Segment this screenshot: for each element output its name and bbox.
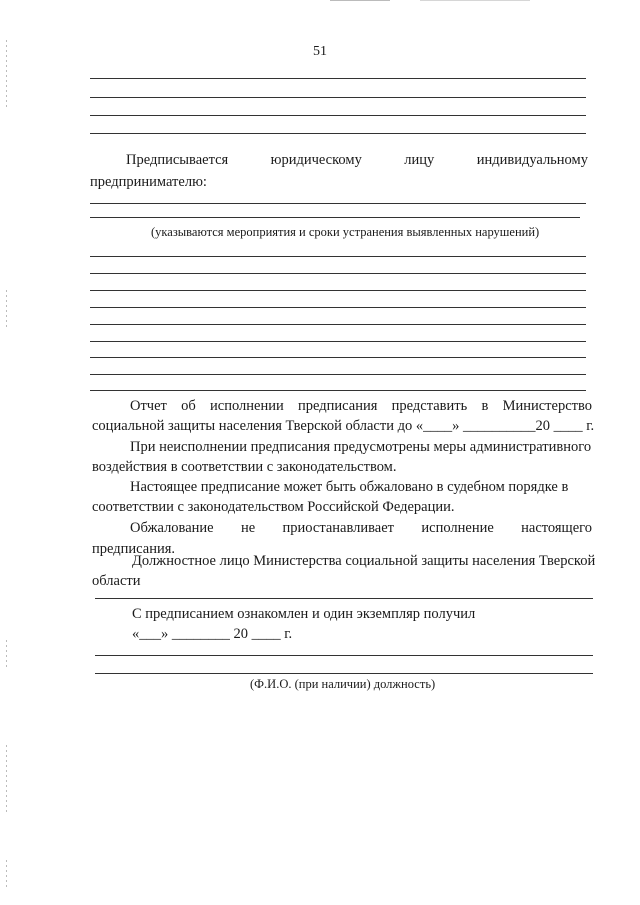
blank-line	[90, 217, 580, 218]
appeal-line-1: Настоящее предписание может быть обжаловано в судебном порядке в	[130, 479, 569, 495]
appeal-note-word: Обжалование	[130, 520, 214, 536]
scan-artifact-top	[330, 0, 390, 1]
scan-artifact-left-5	[6, 860, 7, 890]
appeal-note-line-1	[130, 520, 592, 537]
appeal-note-word: не	[240, 520, 256, 536]
nonfulfillment-line-2: воздействия в соответствии с законодательством.	[92, 459, 397, 475]
acknowledgement-date: «___» ________ 20 ____ г.	[132, 626, 293, 642]
report-line-2: социальной защиты населения Тверской области до «____» __________20 ____ г.	[92, 418, 595, 434]
appeal-line-2: соответствии с законодательством Российской Федерации.	[92, 499, 455, 515]
appeal-note-word: исполнение	[421, 520, 494, 536]
blank-line	[90, 133, 586, 134]
official-line-1: Должностное лицо Министерства социальной защиты населения Тверской	[132, 553, 596, 569]
prescription-line-1	[126, 152, 588, 169]
blank-line	[90, 97, 586, 98]
acknowledgement-line-1: С предписанием ознакомлен и один экземпляр получил	[132, 606, 476, 622]
scan-artifact-left-4	[6, 745, 7, 815]
measures-caption: (указываются мероприятия и сроки устранения выявленных нарушений)	[151, 225, 540, 239]
page-number: 51	[313, 44, 327, 59]
measures-line	[90, 341, 586, 342]
report-word: Министерство	[502, 398, 592, 414]
prescription-word: лицу	[404, 152, 435, 168]
blank-line	[90, 203, 586, 204]
scan-artifact-top-2	[420, 0, 530, 1]
scan-artifact-left-2	[6, 290, 7, 330]
appeal-note-word: настоящего	[521, 520, 592, 536]
measures-line	[90, 256, 586, 257]
measures-line	[90, 324, 586, 325]
measures-line	[90, 357, 586, 358]
report-word: представить	[391, 398, 468, 414]
official-line-2: области	[92, 573, 141, 589]
report-word: в	[481, 398, 489, 414]
blank-line	[95, 655, 593, 656]
report-word: исполнении	[210, 398, 284, 414]
blank-line	[90, 78, 586, 79]
scan-artifact-left-3	[6, 640, 7, 670]
blank-line	[95, 673, 593, 674]
report-word: Отчет	[130, 398, 167, 414]
report-word: предписания	[298, 398, 378, 414]
measures-line	[90, 290, 586, 291]
prescription-word: индивидуальному	[476, 152, 588, 168]
signature-line	[95, 598, 593, 599]
measures-line	[90, 374, 586, 375]
appeal-note-word: приостанавливает	[282, 520, 395, 536]
nonfulfillment-line-1: При неисполнении предписания предусмотрены меры административного	[130, 439, 592, 455]
report-word: об	[181, 398, 196, 414]
report-line-1	[130, 398, 592, 415]
measures-line	[90, 307, 586, 308]
prescription-line-2: предпринимателю:	[90, 174, 207, 190]
appeal-note-line-2: предписания.	[92, 541, 176, 557]
measures-line	[90, 273, 586, 274]
prescription-word: юридическому	[270, 152, 362, 168]
signature-caption: (Ф.И.О. (при наличии) должность)	[250, 677, 436, 691]
prescription-word: Предписывается	[126, 152, 229, 168]
blank-line	[90, 115, 586, 116]
measures-line	[90, 390, 586, 391]
